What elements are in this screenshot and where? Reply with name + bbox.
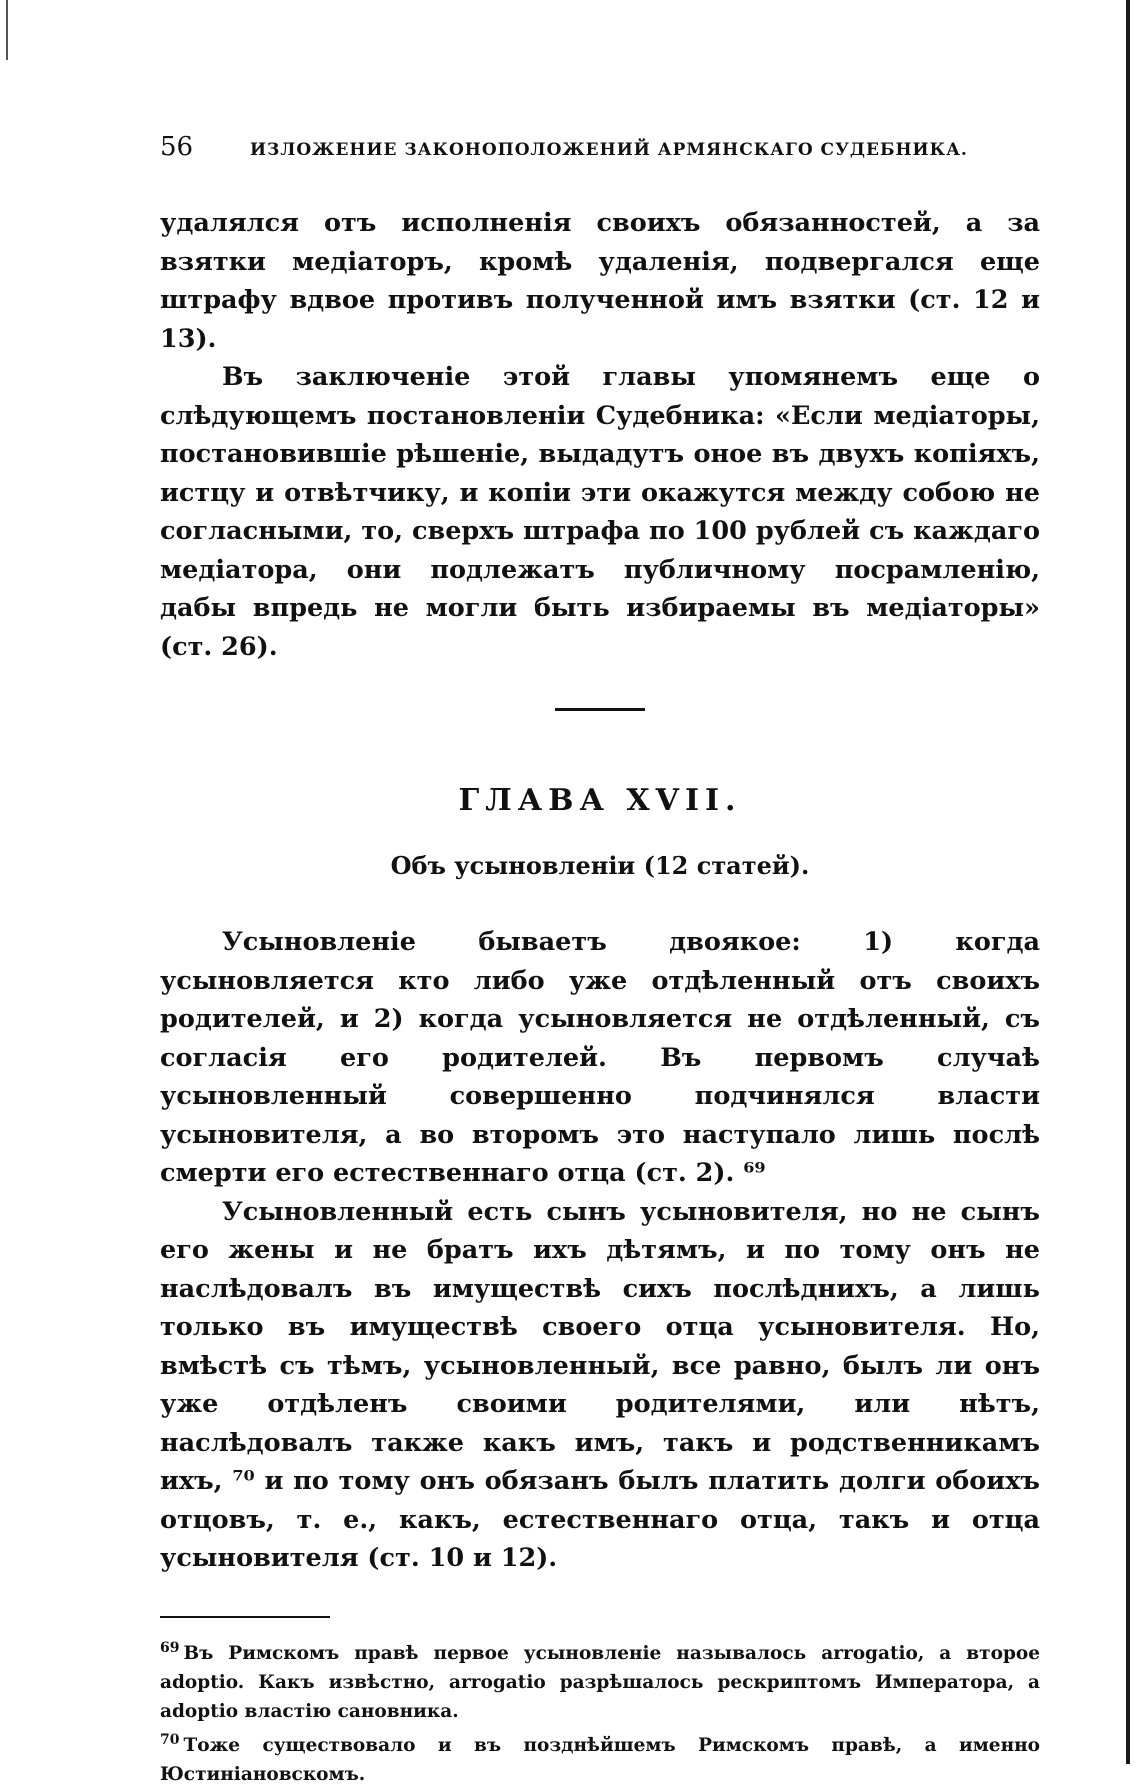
footnote-divider (160, 1616, 330, 1618)
footnote-text: Въ Римскомъ правѣ первое усыновленіе называлось arrogatio, а второе adoptio. Какъ извѣстно, arrogatio разрѣшалось рескриптомъ Императора, а adoptio властію сановника. (160, 1642, 1040, 1722)
book-page (160, 132, 1040, 1789)
running-title: ИЗЛОЖЕНИЕ ЗАКОНОПОЛОЖЕНИЙ АРМЯНСКАГО СУДЕБНИКА. (250, 140, 968, 160)
footnote-mark: 69 (160, 1639, 180, 1656)
section-divider (555, 708, 645, 711)
chapter-title: ГЛАВА XVII. (458, 783, 742, 818)
paragraph-conclusion: Въ заключеніе этой главы упомянемъ еще о слѣдующемъ постановленіи Судебника: «Если медіаторы, постановившіе рѣшеніе, выдадутъ оное въ двухъ копіяхъ, истцу и отвѣтчику, и копіи эти окажутся между собою не согласными, то, сверхъ штрафа по 100 рублей съ каждаго медіатора, они подлежатъ публичному посрамленію, дабы впредь не могли быть избираемы въ медіаторы» (ст. 26). (160, 362, 1040, 662)
paragraph-adopted-son: Усыновленный есть сынъ усыновителя, но не сынъ его жены и не братъ ихъ дѣтямъ, и по тому онъ не наслѣдовалъ въ имуществѣ сихъ послѣднихъ, а лишь только въ имуществѣ своего отца усыновителя. Но, вмѣстѣ съ тѣмъ, усыновленный, все равно, былъ ли онъ уже отдѣленъ своими родителями, или нѣтъ, наслѣдовалъ также какъ имъ, такъ и родственникамъ ихъ, ⁷⁰ и по тому онъ обязанъ былъ платить долги обоихъ отцовъ, т. е., какъ, естественнаго отца, такъ и отца усыновителя (ст. 10 и 12). (160, 1196, 1040, 1573)
paragraph-adoption-types: Усыновленіе бываетъ двоякое: 1) когда усыновляется кто либо уже отдѣленный отъ своихъ родителей, и 2) когда усыновляется не отдѣленный, съ согласія его родителей. Въ первомъ случаѣ усыновленный совершенно подчинялся власти усыновителя, а во второмъ это наступало лишь послѣ смерти его естественнаго отца (ст. 2). ⁶⁹ (160, 927, 1040, 1188)
page-number: 56 (160, 132, 194, 162)
page-edge-shadow (1126, 0, 1130, 1764)
chapter-subtitle: Объ усыновленіи (12 статей). (390, 851, 810, 880)
running-head (160, 132, 1040, 172)
scan-edge-mark (6, 0, 8, 60)
footnote-69 (160, 1634, 1040, 1726)
paragraph-continued: удалялся отъ исполненія своихъ обязанностей, а за взятки медіаторъ, кромѣ удаленія, подвергался еще штрафу вдвое противъ полученной имъ взятки (ст. 12 и 13). (160, 208, 1040, 354)
footnote-70 (160, 1726, 1040, 1789)
footnote-mark: 70 (160, 1731, 180, 1748)
footnote-text: Тоже существовало и въ позднѣйшемъ Римскомъ правѣ, а именно Юстиніановскомъ. (160, 1734, 1040, 1785)
